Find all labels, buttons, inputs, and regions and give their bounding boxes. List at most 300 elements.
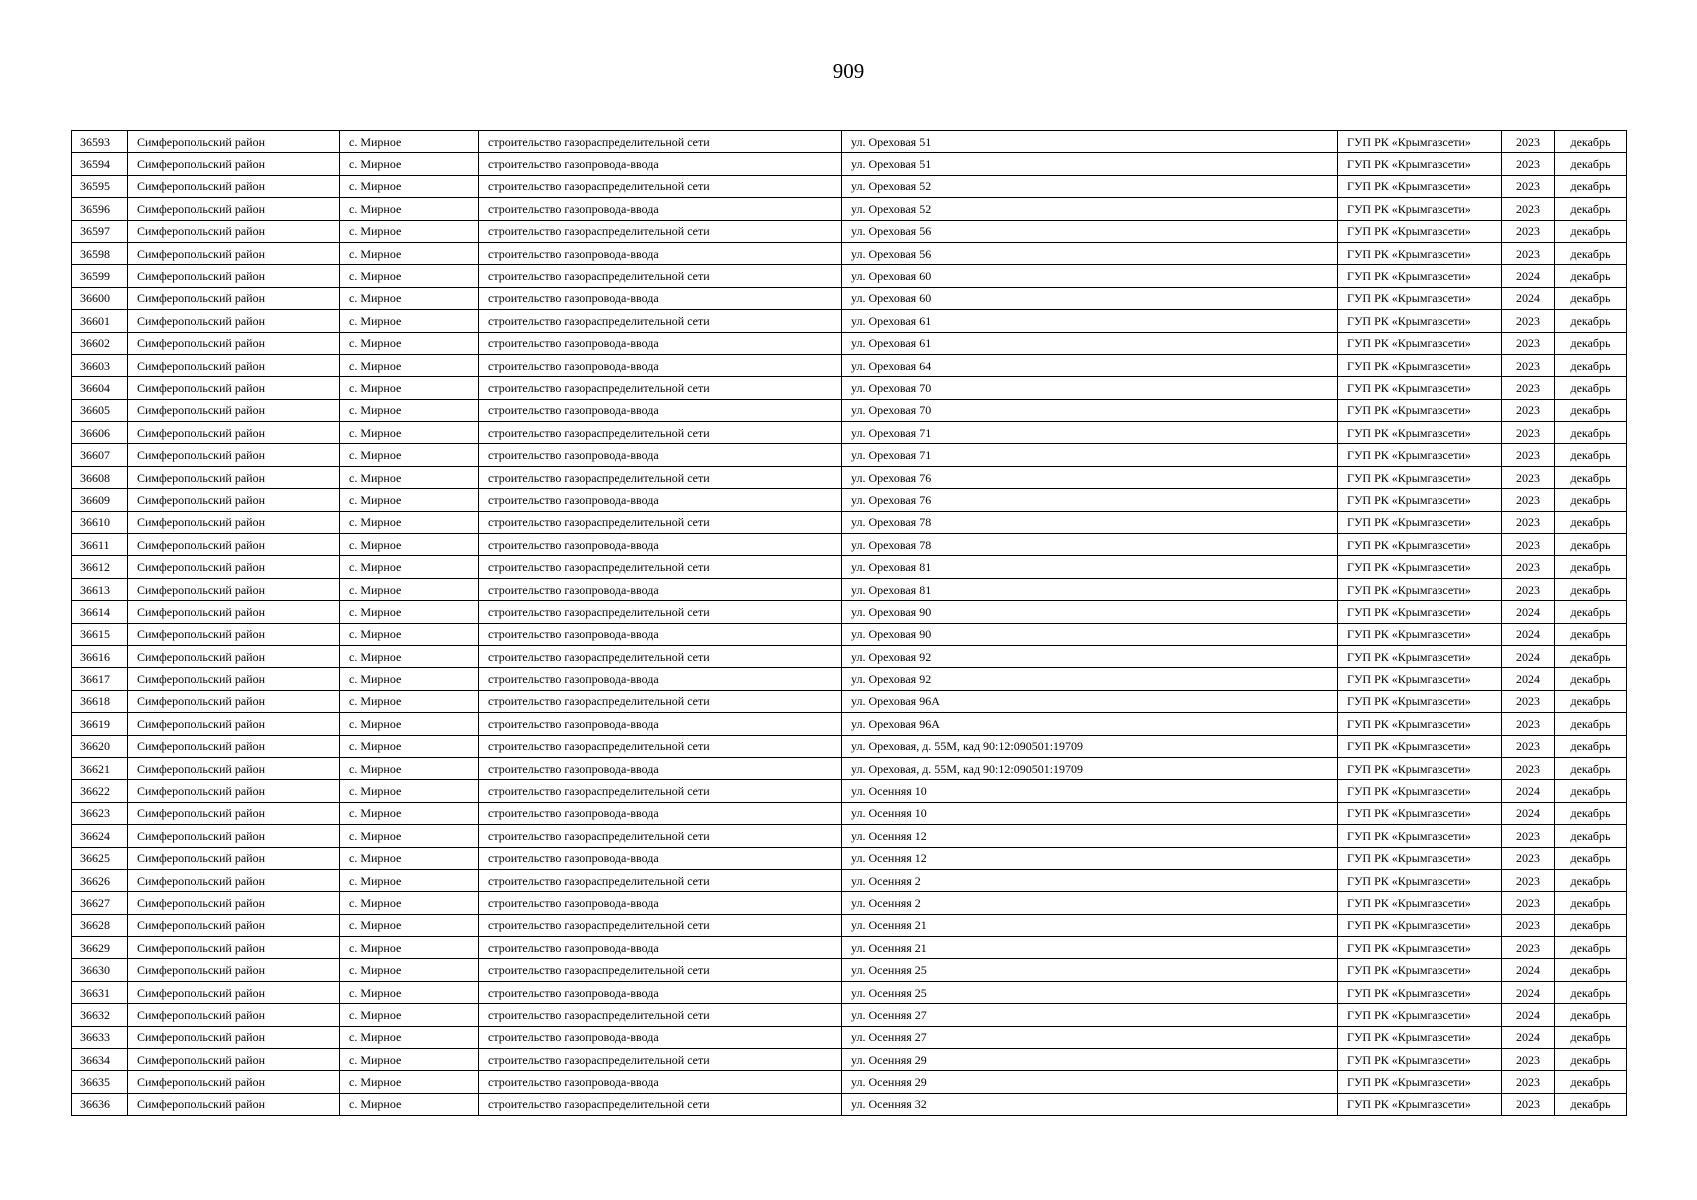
cell-month: декабрь [1555,153,1627,175]
cell-address: ул. Ореховая 56 [842,242,1338,264]
cell-address: ул. Ореховая 70 [842,377,1338,399]
cell-work-type: строительство газораспределительной сети [479,220,842,242]
cell-row-number: 36622 [72,780,128,802]
cell-row-number: 36614 [72,601,128,623]
table-row [72,780,1627,802]
cell-work-type: строительство газопровода-ввода [479,198,842,220]
cell-district: Симферопольский район [128,422,340,444]
cell-district: Симферопольский район [128,354,340,376]
cell-work-type: строительство газопровода-ввода [479,937,842,959]
cell-address: ул. Осенняя 10 [842,780,1338,802]
cell-month: декабрь [1555,399,1627,421]
cell-row-number: 36600 [72,287,128,309]
cell-address: ул. Ореховая 52 [842,198,1338,220]
cell-address: ул. Ореховая 90 [842,623,1338,645]
cell-year: 2023 [1502,757,1555,779]
cell-contractor: ГУП РК «Крымгазсети» [1338,198,1502,220]
cell-address: ул. Ореховая 76 [842,489,1338,511]
cell-work-type: строительство газопровода-ввода [479,534,842,556]
cell-district: Симферопольский район [128,668,340,690]
table-row [72,175,1627,197]
cell-year: 2024 [1502,668,1555,690]
cell-work-type: строительство газопровода-ввода [479,332,842,354]
cell-row-number: 36613 [72,578,128,600]
cell-settlement: с. Мирное [340,220,479,242]
cell-month: декабрь [1555,937,1627,959]
table-row [72,735,1627,757]
cell-month: декабрь [1555,1071,1627,1093]
cell-work-type: строительство газопровода-ввода [479,668,842,690]
cell-contractor: ГУП РК «Крымгазсети» [1338,1004,1502,1026]
cell-settlement: с. Мирное [340,937,479,959]
cell-work-type: строительство газораспределительной сети [479,1004,842,1026]
cell-year: 2023 [1502,556,1555,578]
cell-district: Симферопольский район [128,757,340,779]
cell-row-number: 36632 [72,1004,128,1026]
cell-settlement: с. Мирное [340,1071,479,1093]
cell-work-type: строительство газораспределительной сети [479,556,842,578]
cell-district: Симферопольский район [128,310,340,332]
cell-contractor: ГУП РК «Крымгазсети» [1338,1049,1502,1071]
cell-address: ул. Ореховая 51 [842,131,1338,153]
cell-work-type: строительство газораспределительной сети [479,959,842,981]
cell-district: Симферопольский район [128,332,340,354]
cell-work-type: строительство газораспределительной сети [479,422,842,444]
cell-month: декабрь [1555,220,1627,242]
cell-month: декабрь [1555,981,1627,1003]
cell-address: ул. Осенняя 10 [842,802,1338,824]
cell-address: ул. Ореховая 90 [842,601,1338,623]
cell-settlement: с. Мирное [340,399,479,421]
cell-row-number: 36617 [72,668,128,690]
cell-month: декабрь [1555,175,1627,197]
cell-work-type: строительство газопровода-ввода [479,399,842,421]
cell-settlement: с. Мирное [340,869,479,891]
table-row [72,265,1627,287]
cell-year: 2023 [1502,131,1555,153]
cell-district: Симферопольский район [128,847,340,869]
cell-contractor: ГУП РК «Крымгазсети» [1338,713,1502,735]
cell-month: декабрь [1555,131,1627,153]
cell-month: декабрь [1555,825,1627,847]
cell-contractor: ГУП РК «Крымгазсети» [1338,466,1502,488]
cell-settlement: с. Мирное [340,242,479,264]
cell-settlement: с. Мирное [340,645,479,667]
cell-row-number: 36627 [72,892,128,914]
cell-year: 2023 [1502,1093,1555,1115]
table-row [72,869,1627,891]
cell-month: декабрь [1555,847,1627,869]
cell-settlement: с. Мирное [340,287,479,309]
cell-row-number: 36615 [72,623,128,645]
cell-row-number: 36621 [72,757,128,779]
cell-contractor: ГУП РК «Крымгазсети» [1338,444,1502,466]
cell-work-type: строительство газораспределительной сети [479,690,842,712]
cell-contractor: ГУП РК «Крымгазсети» [1338,937,1502,959]
cell-month: декабрь [1555,578,1627,600]
cell-settlement: с. Мирное [340,198,479,220]
cell-month: декабрь [1555,1026,1627,1048]
cell-year: 2023 [1502,175,1555,197]
cell-contractor: ГУП РК «Крымгазсети» [1338,981,1502,1003]
table-row [72,310,1627,332]
cell-work-type: строительство газопровода-ввода [479,623,842,645]
cell-district: Симферопольский район [128,511,340,533]
cell-row-number: 36618 [72,690,128,712]
cell-district: Симферопольский район [128,556,340,578]
cell-district: Симферопольский район [128,601,340,623]
cell-month: декабрь [1555,332,1627,354]
cell-row-number: 36616 [72,645,128,667]
cell-row-number: 36620 [72,735,128,757]
cell-row-number: 36602 [72,332,128,354]
cell-work-type: строительство газораспределительной сети [479,645,842,667]
cell-district: Симферопольский район [128,1049,340,1071]
cell-address: ул. Ореховая 70 [842,399,1338,421]
cell-district: Симферопольский район [128,780,340,802]
cell-row-number: 36626 [72,869,128,891]
cell-row-number: 36610 [72,511,128,533]
cell-year: 2023 [1502,242,1555,264]
cell-district: Симферопольский район [128,1093,340,1115]
cell-month: декабрь [1555,556,1627,578]
cell-contractor: ГУП РК «Крымгазсети» [1338,287,1502,309]
cell-address: ул. Осенняя 29 [842,1049,1338,1071]
cell-row-number: 36593 [72,131,128,153]
cell-settlement: с. Мирное [340,780,479,802]
cell-work-type: строительство газопровода-ввода [479,892,842,914]
cell-address: ул. Осенняя 12 [842,847,1338,869]
table-row [72,1071,1627,1093]
cell-settlement: с. Мирное [340,131,479,153]
cell-contractor: ГУП РК «Крымгазсети» [1338,556,1502,578]
cell-district: Симферопольский район [128,220,340,242]
cell-work-type: строительство газораспределительной сети [479,914,842,936]
cell-contractor: ГУП РК «Крымгазсети» [1338,959,1502,981]
table-row [72,847,1627,869]
cell-work-type: строительство газораспределительной сети [479,265,842,287]
cell-year: 2023 [1502,377,1555,399]
cell-year: 2024 [1502,780,1555,802]
cell-settlement: с. Мирное [340,668,479,690]
cell-row-number: 36603 [72,354,128,376]
cell-year: 2024 [1502,645,1555,667]
cell-address: ул. Осенняя 32 [842,1093,1338,1115]
table-row [72,937,1627,959]
cell-settlement: с. Мирное [340,489,479,511]
cell-month: декабрь [1555,534,1627,556]
cell-row-number: 36628 [72,914,128,936]
cell-contractor: ГУП РК «Крымгазсети» [1338,914,1502,936]
cell-contractor: ГУП РК «Крымгазсети» [1338,892,1502,914]
cell-district: Симферопольский район [128,690,340,712]
cell-year: 2024 [1502,981,1555,1003]
cell-address: ул. Ореховая 92 [842,668,1338,690]
cell-settlement: с. Мирное [340,757,479,779]
cell-settlement: с. Мирное [340,511,479,533]
table-row [72,220,1627,242]
cell-year: 2023 [1502,937,1555,959]
cell-row-number: 36608 [72,466,128,488]
cell-address: ул. Ореховая 71 [842,422,1338,444]
cell-settlement: с. Мирное [340,153,479,175]
cell-month: декабрь [1555,892,1627,914]
cell-settlement: с. Мирное [340,265,479,287]
cell-address: ул. Осенняя 29 [842,1071,1338,1093]
cell-address: ул. Ореховая 92 [842,645,1338,667]
table-row [72,287,1627,309]
table-row [72,914,1627,936]
cell-district: Симферопольский район [128,869,340,891]
cell-year: 2024 [1502,802,1555,824]
cell-year: 2023 [1502,713,1555,735]
table-row [72,668,1627,690]
table-row [72,377,1627,399]
cell-row-number: 36635 [72,1071,128,1093]
cell-settlement: с. Мирное [340,959,479,981]
cell-settlement: с. Мирное [340,623,479,645]
cell-month: декабрь [1555,354,1627,376]
cell-district: Симферопольский район [128,892,340,914]
cell-contractor: ГУП РК «Крымгазсети» [1338,1093,1502,1115]
cell-address: ул. Ореховая 96А [842,690,1338,712]
cell-year: 2023 [1502,489,1555,511]
cell-address: ул. Осенняя 21 [842,914,1338,936]
cell-district: Симферопольский район [128,489,340,511]
cell-address: ул. Ореховая 71 [842,444,1338,466]
cell-district: Симферопольский район [128,444,340,466]
table-row [72,1093,1627,1115]
cell-settlement: с. Мирное [340,713,479,735]
cell-row-number: 36623 [72,802,128,824]
cell-settlement: с. Мирное [340,1004,479,1026]
cell-month: декабрь [1555,489,1627,511]
table-row [72,825,1627,847]
cell-contractor: ГУП РК «Крымгазсети» [1338,310,1502,332]
table-row [72,511,1627,533]
cell-district: Симферопольский район [128,265,340,287]
table-row [72,489,1627,511]
cell-contractor: ГУП РК «Крымгазсети» [1338,601,1502,623]
cell-work-type: строительство газопровода-ввода [479,153,842,175]
cell-year: 2023 [1502,220,1555,242]
table-row [72,892,1627,914]
cell-work-type: строительство газопровода-ввода [479,981,842,1003]
cell-year: 2023 [1502,578,1555,600]
cell-settlement: с. Мирное [340,354,479,376]
cell-month: декабрь [1555,287,1627,309]
cell-settlement: с. Мирное [340,914,479,936]
table-row [72,354,1627,376]
cell-row-number: 36596 [72,198,128,220]
cell-year: 2024 [1502,1026,1555,1048]
cell-address: ул. Осенняя 25 [842,981,1338,1003]
cell-work-type: строительство газопровода-ввода [479,847,842,869]
page-number: 909 [832,59,865,83]
cell-work-type: строительство газораспределительной сети [479,377,842,399]
cell-month: декабрь [1555,198,1627,220]
cell-district: Симферопольский район [128,578,340,600]
cell-year: 2023 [1502,444,1555,466]
cell-year: 2023 [1502,466,1555,488]
cell-year: 2024 [1502,287,1555,309]
cell-month: декабрь [1555,690,1627,712]
cell-address: ул. Ореховая 64 [842,354,1338,376]
table-row [72,1004,1627,1026]
cell-district: Симферопольский район [128,623,340,645]
cell-row-number: 36594 [72,153,128,175]
cell-contractor: ГУП РК «Крымгазсети» [1338,377,1502,399]
cell-district: Симферопольский район [128,1026,340,1048]
cell-settlement: с. Мирное [340,534,479,556]
cell-address: ул. Ореховая 60 [842,287,1338,309]
table-row [72,131,1627,153]
cell-year: 2023 [1502,847,1555,869]
cell-year: 2023 [1502,892,1555,914]
cell-work-type: строительство газопровода-ввода [479,1071,842,1093]
cell-work-type: строительство газопровода-ввода [479,713,842,735]
table-row [72,153,1627,175]
cell-year: 2023 [1502,1049,1555,1071]
cell-month: декабрь [1555,645,1627,667]
cell-address: ул. Осенняя 2 [842,869,1338,891]
table-row [72,1026,1627,1048]
cell-work-type: строительство газораспределительной сети [479,869,842,891]
cell-address: ул. Ореховая 78 [842,534,1338,556]
cell-address: ул. Ореховая 81 [842,556,1338,578]
cell-year: 2023 [1502,422,1555,444]
cell-year: 2023 [1502,399,1555,421]
cell-month: декабрь [1555,914,1627,936]
cell-row-number: 36630 [72,959,128,981]
cell-work-type: строительство газораспределительной сети [479,1093,842,1115]
table-row [72,1049,1627,1071]
cell-address: ул. Осенняя 27 [842,1026,1338,1048]
register-table [71,130,1627,1116]
cell-work-type: строительство газопровода-ввода [479,802,842,824]
cell-row-number: 36599 [72,265,128,287]
cell-district: Симферопольский район [128,914,340,936]
cell-settlement: с. Мирное [340,578,479,600]
cell-address: ул. Ореховая, д. 55М, кад 90:12:090501:19709 [842,735,1338,757]
cell-contractor: ГУП РК «Крымгазсети» [1338,869,1502,891]
cell-row-number: 36595 [72,175,128,197]
cell-settlement: с. Мирное [340,1026,479,1048]
table-row [72,802,1627,824]
cell-work-type: строительство газораспределительной сети [479,1049,842,1071]
cell-settlement: с. Мирное [340,847,479,869]
cell-work-type: строительство газораспределительной сети [479,735,842,757]
cell-row-number: 36619 [72,713,128,735]
cell-year: 2024 [1502,623,1555,645]
cell-district: Симферопольский район [128,735,340,757]
cell-settlement: с. Мирное [340,175,479,197]
cell-address: ул. Осенняя 21 [842,937,1338,959]
cell-row-number: 36609 [72,489,128,511]
cell-year: 2023 [1502,511,1555,533]
cell-district: Симферопольский район [128,802,340,824]
cell-work-type: строительство газораспределительной сети [479,825,842,847]
cell-settlement: с. Мирное [340,556,479,578]
cell-work-type: строительство газораспределительной сети [479,780,842,802]
cell-contractor: ГУП РК «Крымгазсети» [1338,1026,1502,1048]
cell-contractor: ГУП РК «Крымгазсети» [1338,1071,1502,1093]
cell-month: декабрь [1555,959,1627,981]
cell-row-number: 36601 [72,310,128,332]
cell-settlement: с. Мирное [340,690,479,712]
cell-contractor: ГУП РК «Крымгазсети» [1338,735,1502,757]
cell-year: 2023 [1502,825,1555,847]
cell-address: ул. Ореховая 52 [842,175,1338,197]
cell-work-type: строительство газопровода-ввода [479,1026,842,1048]
cell-year: 2023 [1502,690,1555,712]
cell-contractor: ГУП РК «Крымгазсети» [1338,757,1502,779]
table-row [72,690,1627,712]
table-row [72,556,1627,578]
cell-month: декабрь [1555,623,1627,645]
cell-month: декабрь [1555,1004,1627,1026]
cell-contractor: ГУП РК «Крымгазсети» [1338,578,1502,600]
cell-year: 2023 [1502,735,1555,757]
cell-contractor: ГУП РК «Крымгазсети» [1338,354,1502,376]
cell-year: 2024 [1502,265,1555,287]
cell-address: ул. Ореховая 51 [842,153,1338,175]
table-row [72,578,1627,600]
table-row [72,399,1627,421]
cell-contractor: ГУП РК «Крымгазсети» [1338,265,1502,287]
cell-work-type: строительство газораспределительной сети [479,175,842,197]
cell-year: 2023 [1502,534,1555,556]
cell-contractor: ГУП РК «Крымгазсети» [1338,780,1502,802]
register-body [72,131,1627,1116]
cell-year: 2023 [1502,310,1555,332]
table-row [72,981,1627,1003]
cell-contractor: ГУП РК «Крымгазсети» [1338,399,1502,421]
cell-month: декабрь [1555,511,1627,533]
table-row [72,332,1627,354]
cell-settlement: с. Мирное [340,377,479,399]
cell-month: декабрь [1555,242,1627,264]
cell-month: декабрь [1555,757,1627,779]
cell-address: ул. Ореховая 60 [842,265,1338,287]
cell-work-type: строительство газораспределительной сети [479,466,842,488]
table-row [72,645,1627,667]
cell-year: 2023 [1502,914,1555,936]
cell-address: ул. Ореховая, д. 55М, кад 90:12:090501:19709 [842,757,1338,779]
cell-work-type: строительство газопровода-ввода [479,489,842,511]
cell-year: 2023 [1502,869,1555,891]
cell-year: 2023 [1502,332,1555,354]
cell-work-type: строительство газораспределительной сети [479,511,842,533]
cell-contractor: ГУП РК «Крымгазсети» [1338,802,1502,824]
cell-contractor: ГУП РК «Крымгазсети» [1338,534,1502,556]
cell-year: 2024 [1502,959,1555,981]
cell-contractor: ГУП РК «Крымгазсети» [1338,220,1502,242]
cell-contractor: ГУП РК «Крымгазсети» [1338,332,1502,354]
table-row [72,242,1627,264]
table-row [72,444,1627,466]
table-row [72,713,1627,735]
cell-month: декабрь [1555,377,1627,399]
table-row [72,623,1627,645]
cell-contractor: ГУП РК «Крымгазсети» [1338,242,1502,264]
cell-contractor: ГУП РК «Крымгазсети» [1338,623,1502,645]
cell-row-number: 36629 [72,937,128,959]
cell-month: декабрь [1555,422,1627,444]
cell-district: Симферопольский район [128,377,340,399]
cell-year: 2024 [1502,1004,1555,1026]
cell-district: Симферопольский район [128,1004,340,1026]
